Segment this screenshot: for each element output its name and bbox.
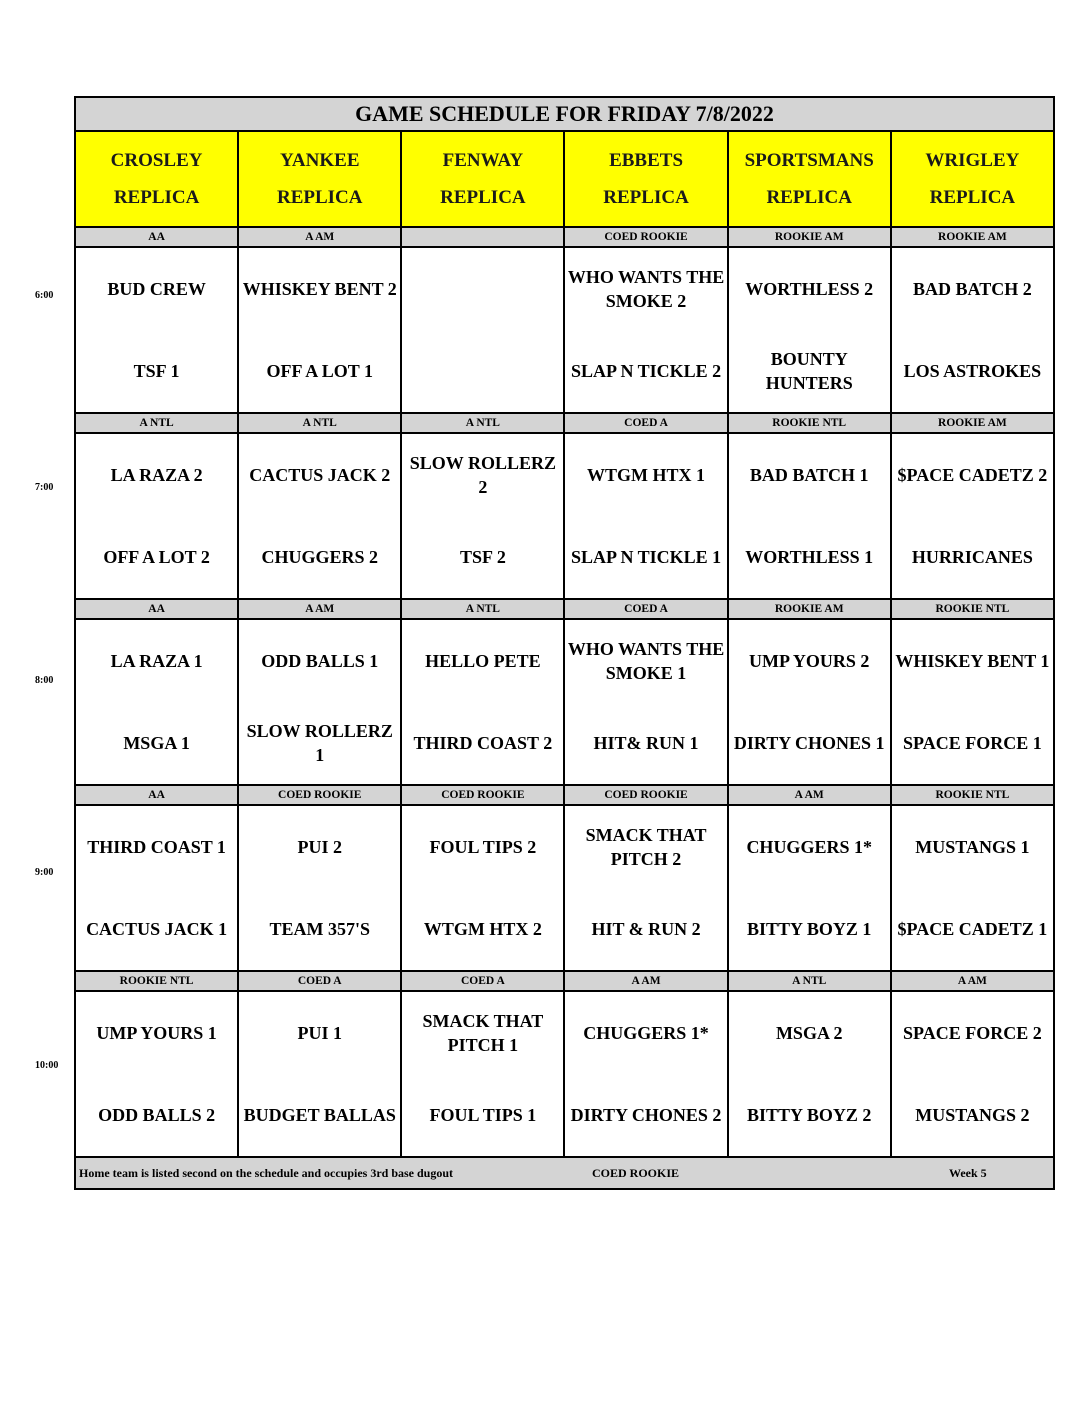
game-cell <box>891 805 1054 971</box>
division-row <box>75 971 1054 991</box>
home-team: OFF A LOT 1 <box>266 361 373 381</box>
home-team: MSGA 1 <box>123 733 190 753</box>
division-label: AA <box>75 785 238 805</box>
home-team: LOS ASTROKES <box>903 361 1042 381</box>
game-cell <box>891 433 1054 599</box>
footer-note: Home team is listed second on the schedule and occupies 3rd base dugout <box>79 1166 454 1180</box>
division-row <box>75 227 1054 247</box>
time-label: 8:00 <box>35 675 54 686</box>
division-label: ROOKIE AM <box>728 227 891 247</box>
home-team: DIRTY CHONES 1 <box>733 733 885 753</box>
game-cell <box>75 619 238 785</box>
time-label: 10:00 <box>35 1060 59 1071</box>
game-cell <box>891 619 1054 785</box>
game-cell <box>75 805 238 971</box>
division-label: COED ROOKIE <box>564 227 727 247</box>
division-label: COED ROOKIE <box>401 785 564 805</box>
division-label: ROOKIE NTL <box>891 785 1054 805</box>
schedule-table <box>74 96 1055 1190</box>
game-cell <box>564 433 727 599</box>
division-label: ROOKIE AM <box>728 599 891 619</box>
division-label: ROOKIE NTL <box>891 599 1054 619</box>
home-team: MUSTANGS 2 <box>915 1105 1030 1125</box>
game-cell <box>238 805 401 971</box>
page-title: GAME SCHEDULE FOR FRIDAY 7/8/2022 <box>75 97 1054 131</box>
game-cell <box>401 805 564 971</box>
game-cell <box>728 991 891 1157</box>
division-label: A AM <box>728 785 891 805</box>
home-team: HIT& RUN 1 <box>593 733 699 753</box>
division-row <box>75 413 1054 433</box>
away-team <box>402 248 563 330</box>
away-team: WORTHLESS 2 <box>745 279 874 299</box>
home-team: TSF 2 <box>459 547 506 567</box>
game-cell <box>564 805 727 971</box>
home-team: SLAP N TICKLE 1 <box>570 547 722 567</box>
home-team: SLAP N TICKLE 2 <box>570 361 722 381</box>
home-team: WORTHLESS 1 <box>745 547 874 567</box>
division-label: A AM <box>238 227 401 247</box>
home-team: SLOW ROLLERZ 1 <box>246 721 393 765</box>
division-label: ROOKIE AM <box>891 227 1054 247</box>
venue-name: EBBETS <box>609 150 684 171</box>
away-team: WHISKEY BENT 2 <box>242 279 397 299</box>
away-team: BAD BATCH 1 <box>749 465 869 485</box>
game-row <box>75 433 1054 599</box>
game-cell <box>401 247 564 413</box>
away-team: HELLO PETE <box>425 651 541 671</box>
division-label <box>401 227 564 247</box>
game-cell <box>891 991 1054 1157</box>
division-label: ROOKIE AM <box>891 413 1054 433</box>
game-cell <box>75 247 238 413</box>
game-cell <box>238 991 401 1157</box>
division-label: COED A <box>564 599 727 619</box>
home-team: TSF 1 <box>133 361 180 381</box>
division-label: A NTL <box>401 413 564 433</box>
venue-sub: REPLICA <box>766 187 852 208</box>
home-team: BITTY BOYZ 1 <box>747 919 872 939</box>
venue-header <box>564 131 727 227</box>
division-label: COED A <box>564 413 727 433</box>
venue-sub: REPLICA <box>276 187 363 208</box>
away-team: MUSTANGS 1 <box>915 837 1030 857</box>
away-team: CACTUS JACK 2 <box>249 465 391 485</box>
schedule-sheet <box>74 96 1055 1190</box>
title-row <box>75 97 1054 131</box>
game-cell <box>401 433 564 599</box>
venue-header <box>75 131 238 227</box>
home-team: BUDGET BALLAS <box>243 1105 396 1125</box>
game-cell <box>564 619 727 785</box>
game-row <box>75 805 1054 971</box>
home-team: HIT & RUN 2 <box>591 919 701 939</box>
away-team: WHO WANTS THE SMOKE 1 <box>567 639 725 683</box>
away-team: LA RAZA 1 <box>110 651 203 671</box>
division-label: A AM <box>564 971 727 991</box>
venue-sub: REPLICA <box>113 187 200 208</box>
venue-sub: REPLICA <box>603 187 689 208</box>
away-team: SMACK THAT PITCH 1 <box>422 1011 544 1055</box>
division-label: COED A <box>401 971 564 991</box>
home-team: FOUL TIPS 1 <box>429 1105 537 1125</box>
division-label: AA <box>75 599 238 619</box>
division-label: COED ROOKIE <box>564 785 727 805</box>
venue-name: SPORTSMANS <box>744 150 874 171</box>
division-row <box>75 599 1054 619</box>
game-cell <box>564 247 727 413</box>
game-cell <box>728 619 891 785</box>
footer-week: Week 5 <box>949 1166 987 1180</box>
time-label: 9:00 <box>35 867 54 878</box>
away-team: SLOW ROLLERZ 2 <box>409 453 556 497</box>
division-label: A NTL <box>75 413 238 433</box>
home-team: DIRTY CHONES 2 <box>570 1105 722 1125</box>
away-team: CHUGGERS 1* <box>583 1023 709 1043</box>
away-team: WHISKEY BENT 1 <box>895 651 1050 671</box>
game-cell <box>238 247 401 413</box>
game-cell <box>564 991 727 1157</box>
division-label: A AM <box>891 971 1054 991</box>
venue-sub: REPLICA <box>440 187 526 208</box>
away-team: PUI 1 <box>297 1023 342 1043</box>
game-row <box>75 247 1054 413</box>
home-team: THIRD COAST 2 <box>413 733 553 753</box>
game-cell <box>75 433 238 599</box>
venue-row <box>75 131 1054 227</box>
game-cell <box>238 433 401 599</box>
away-team: WTGM HTX 1 <box>587 465 706 485</box>
time-label: 7:00 <box>35 482 54 493</box>
division-label: COED ROOKIE <box>238 785 401 805</box>
division-label: A NTL <box>401 599 564 619</box>
game-cell <box>728 805 891 971</box>
away-team: SMACK THAT PITCH 2 <box>585 825 707 869</box>
footer-cell <box>75 1157 1054 1189</box>
game-cell <box>238 619 401 785</box>
away-team: ODD BALLS 1 <box>261 651 379 671</box>
venue-header <box>401 131 564 227</box>
division-label: A NTL <box>238 413 401 433</box>
away-team: FOUL TIPS 2 <box>429 837 537 857</box>
division-label: AA <box>75 227 238 247</box>
venue-name: CROSLEY <box>110 150 203 171</box>
home-team: CACTUS JACK 1 <box>86 919 228 939</box>
away-team: SPACE FORCE 2 <box>903 1023 1042 1043</box>
home-team: BITTY BOYZ 2 <box>747 1105 872 1125</box>
home-team: HURRICANES <box>911 547 1033 567</box>
game-cell <box>75 991 238 1157</box>
away-team: CHUGGERS 1* <box>746 837 872 857</box>
away-team: BUD CREW <box>107 279 206 299</box>
division-label: COED A <box>238 971 401 991</box>
home-team: ODD BALLS 2 <box>98 1105 216 1125</box>
home-team: WTGM HTX 2 <box>423 919 542 939</box>
venue-header <box>238 131 401 227</box>
home-team: OFF A LOT 2 <box>103 547 210 567</box>
game-cell <box>401 619 564 785</box>
venue-sub: REPLICA <box>929 187 1016 208</box>
away-team: PUI 2 <box>297 837 342 857</box>
venue-name: YANKEE <box>279 150 360 171</box>
away-team: BAD BATCH 2 <box>913 279 1032 299</box>
away-team: MSGA 2 <box>775 1023 843 1043</box>
home-team: SPACE FORCE 1 <box>903 733 1042 753</box>
home-team <box>402 330 563 412</box>
away-team: $PACE CADETZ 2 <box>897 465 1048 485</box>
division-label: ROOKIE NTL <box>75 971 238 991</box>
home-team: $PACE CADETZ 1 <box>897 919 1048 939</box>
game-cell <box>728 247 891 413</box>
venue-header <box>728 131 891 227</box>
division-label: A NTL <box>728 971 891 991</box>
away-team: THIRD COAST 1 <box>87 837 226 857</box>
home-team: CHUGGERS 2 <box>261 547 378 567</box>
game-cell <box>891 247 1054 413</box>
home-team: BOUNTY HUNTERS <box>765 349 853 393</box>
away-team: UMP YOURS 2 <box>749 651 870 671</box>
time-label: 6:00 <box>35 290 54 301</box>
division-row <box>75 785 1054 805</box>
game-cell <box>401 991 564 1157</box>
venue-header <box>891 131 1054 227</box>
venue-name: WRIGLEY <box>925 150 1020 171</box>
division-label: A AM <box>238 599 401 619</box>
game-row <box>75 991 1054 1157</box>
game-row <box>75 619 1054 785</box>
division-label: ROOKIE NTL <box>728 413 891 433</box>
home-team: TEAM 357'S <box>269 919 370 939</box>
footer-category: COED ROOKIE <box>592 1166 680 1180</box>
away-team: UMP YOURS 1 <box>96 1023 217 1043</box>
game-cell <box>728 433 891 599</box>
venue-name: FENWAY <box>442 150 524 171</box>
footer-row <box>75 1157 1054 1189</box>
away-team: LA RAZA 2 <box>110 465 203 485</box>
away-team: WHO WANTS THE SMOKE 2 <box>567 267 725 311</box>
